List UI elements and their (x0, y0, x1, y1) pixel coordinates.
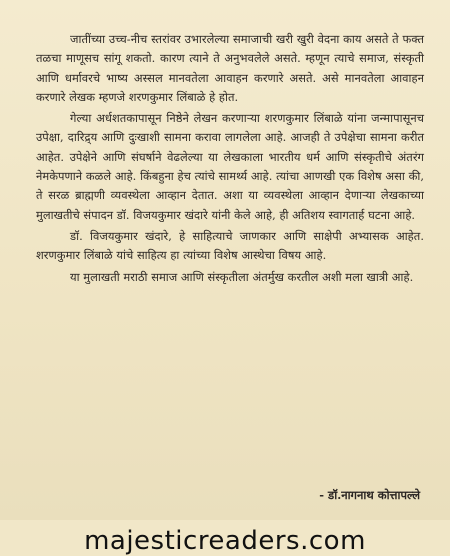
blurb-paragraph-3: डॉ. विजयकुमार खंदारे, हे साहित्याचे जाणकार आणि साक्षेपी अभ्यासक आहेत. शरणकुमार लिंबाळे यांचे साहित्य हा त्यांच्या विशेष आस्थेचा विषय आहे. (36, 228, 424, 263)
blurb-paragraph-2: गेल्या अर्धशतकापासून निष्ठेने लेखन करणाऱ्या शरणकुमार लिंबाळे यांना जन्मापासूनच उपेक्षा, दारिद्र्य आणि दुःखाशी सामना करावा लागलेला आहे. आजही ते उपेक्षेचा सामना करीत आहेत. उपेक्षेने आणि संघर्षाने वेढलेल्या या लेखकाला भारतीय धर्म आणि संस्कृतीचे अंतरंग नेमकेपणाने कळले आहे. किंबहुना हेच त्यांचे सामर्थ्य आहे. त्यांचा आणखी एक विशेष असा की, ते सरळ ब्राह्मणी व्यवस्थेला आव्हान देतात. अशा या व्यवस्थेला आव्हान देणाऱ्या लेखकाच्या मुलाखतीचे संपादन डॉ. विजयकुमार खंदारे यांनी केले आहे, ही अतिशय स्वागतार्ह घटना आहे. (36, 111, 424, 222)
author-signature: - डॉ.नागनाथ कोत्तापल्ले (319, 488, 420, 502)
site-watermark: majesticreaders.com (84, 526, 366, 556)
blurb-paragraph-4: या मुलाखती मराठी समाज आणि संस्कृतीला अंतर्मुख करतील अशी मला खात्री आहे. (70, 269, 414, 284)
blurb-text (36, 30, 424, 289)
blurb-paragraph-1: जातींच्या उच्च-नीच स्तरांवर उभारलेल्या समाजाची खरी खुरी वेदना काय असते ते फक्त तळचा माणूसच सांगू शकतो. कारण त्याने ते अनुभवलेले असते. म्हणून त्याचे समाज, संस्कृती आणि धर्मावरचे भाष्य अस्सल मानवतेला आवाहन करणारे असते. असे मानवतेला आवाहन करणारे लेखक म्हणजे शरणकुमार लिंबाळे हे होत. (36, 32, 424, 104)
